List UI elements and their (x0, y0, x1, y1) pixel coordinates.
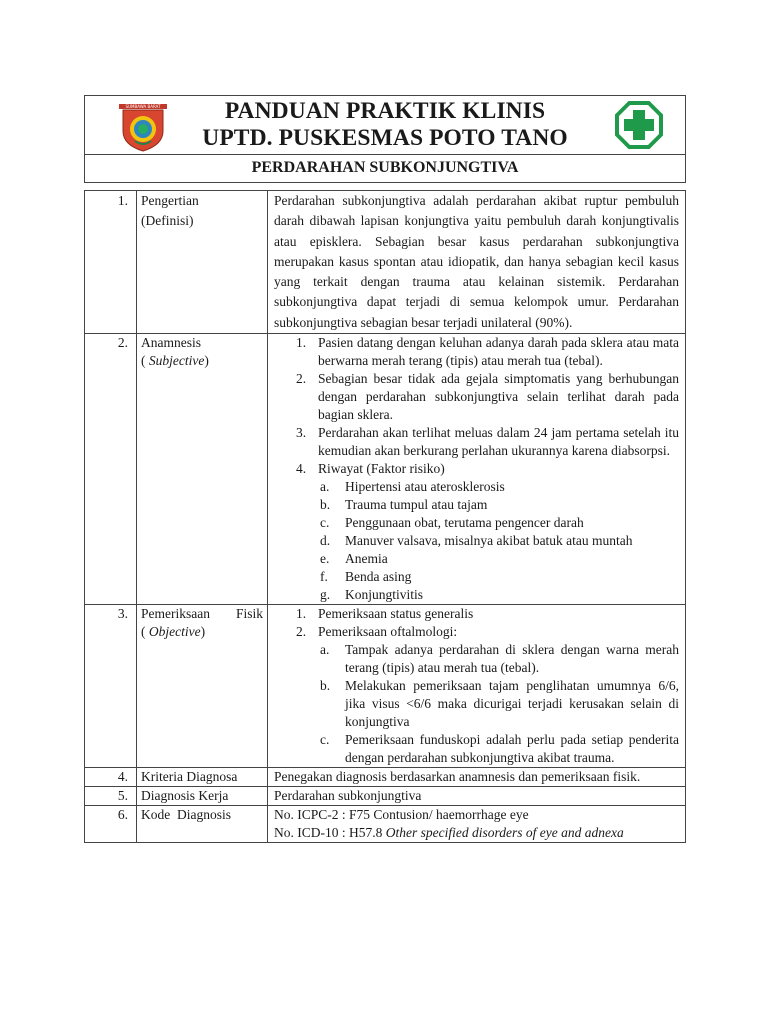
ophthalmology-list (320, 641, 679, 767)
list-item: e. Anemia (320, 551, 388, 567)
criteria-text: Penegakan diagnosis berdasarkan anamnesis dan pemeriksaan fisik. (268, 768, 686, 787)
row-number: 6. (85, 806, 137, 843)
anamnesis-content (268, 334, 686, 605)
row-number: 3. (85, 605, 137, 768)
table-row (85, 787, 686, 806)
table-row (85, 806, 686, 843)
list-item: a. Tampak adanya perdarahan di sklera dengan warna merah terang (tipis) atau merah tua (tebal). (320, 642, 680, 676)
row-number: 2. (85, 334, 137, 605)
list-item: a. Hipertensi atau aterosklerosis (320, 479, 505, 495)
row-label: Kode Diagnosis (137, 806, 268, 843)
puskesmas-cross-icon (613, 99, 665, 151)
list-item: 2. Pemeriksaan oftalmologi: (296, 624, 458, 640)
guideline-table (84, 95, 686, 843)
list-item: g. Konjungtivitis (320, 587, 424, 603)
risk-factor-list (320, 478, 679, 604)
row-label (137, 334, 268, 605)
row-label: Kriteria Diagnosa (137, 768, 268, 787)
label-anamnesis-sub: ( Subjective) (141, 353, 209, 369)
list-item: 2. Sebagian besar tidak ada gejala simptomatis yang berhubungan dengan perdarahan subkonjungtiva selain terlihat darah pada bagian sklera. (296, 371, 680, 423)
label-definition-sub: (Definisi) (141, 213, 194, 229)
list-item: c. Penggunaan obat, terutama pengencer darah (320, 515, 584, 531)
document-title: PANDUAN PRAKTIK KLINIS (224, 98, 546, 124)
icpc-code: No. ICPC-2 : F75 Contusion/ haemorrhage eye (274, 807, 529, 823)
anamnesis-list (296, 334, 679, 478)
list-item: 1. Pasien datang dengan keluhan adanya darah pada sklera atau mata berwarna merah terang (tipis) atau merah tua (tebal). (296, 335, 680, 369)
table-row (85, 768, 686, 787)
diagnosis-code-content (268, 806, 686, 843)
list-item: d. Manuver valsava, misalnya akibat batuk atau muntah (320, 533, 633, 549)
definition-text: Perdarahan subkonjungtiva adalah perdarahan akibat ruptur pembuluh darah dibawah lapisan konjungtiva yaitu pembuluh darah konjungtivalis atau episklera. Sebagian besar kasus perdarahan subkonjungtiva merupakan kasus spontan atau idiopatik, dan hanya sebagian kecil kasus yang terkait dengan trauma atau kelainan sistemik. Perdarahan subkonjungtiva dapat terjadi di semua kelompok umur. Perdarahan subkonjungtiva sebagian besar terjadi unilateral (90%). (268, 191, 686, 334)
list-item: 3. Perdarahan akan terlihat meluas dalam 24 jam pertama setelah itu kemudian akan berkurang perlahan ukurannya karena diabsorpsi. (296, 425, 680, 459)
disease-title: PERDARAHAN SUBKONJUNGTIVA (85, 155, 686, 183)
label-exam-sub: ( Objective) (141, 624, 206, 640)
label-definition: Pengertian (141, 193, 199, 208)
list-item: c. Pemeriksaan funduskopi adalah perlu pada setiap penderita dengan perdarahan subkonjungtiva akibat trauma. (320, 732, 680, 766)
row-label (137, 605, 268, 768)
clinical-guideline-page (84, 95, 685, 843)
table-row (85, 191, 686, 334)
row-label (137, 191, 268, 334)
document-header (85, 96, 686, 155)
list-item: 4. Riwayat (Faktor risiko) (296, 461, 445, 477)
facility-name: UPTD. PUSKESMAS POTO TANO (202, 125, 568, 151)
list-item: f. Benda asing (320, 569, 412, 585)
emblem-caption: SUMBAWA BARAT (125, 104, 161, 110)
label-anamnesis: Anamnesis (141, 335, 201, 351)
row-number: 5. (85, 787, 137, 806)
exam-list (296, 605, 679, 767)
table-row (85, 605, 686, 768)
row-number: 4. (85, 768, 137, 787)
table-gap (85, 183, 686, 191)
regency-emblem-icon (117, 101, 169, 153)
table-row (85, 334, 686, 605)
risk-factor-wrapper (296, 478, 679, 604)
list-item: b. Melakukan pemeriksaan tajam penglihatan umumnya 6/6, jika visus <6/6 maka dicurigai terjadi kerusakan selain di konjungtiva (320, 678, 680, 730)
list-item: 1. Pemeriksaan status generalis (296, 606, 474, 622)
working-diagnosis-text: Perdarahan subkonjungtiva (268, 787, 686, 806)
row-label: Diagnosis Kerja (137, 787, 268, 806)
icd-code: No. ICD-10 : H57.8 Other specified disorders of eye and adnexa (274, 825, 624, 841)
exam-content (268, 605, 686, 768)
label-exam: Pemeriksaan Fisik (141, 606, 263, 622)
list-item: b. Trauma tumpul atau tajam (320, 497, 488, 513)
row-number: 1. (85, 191, 137, 334)
